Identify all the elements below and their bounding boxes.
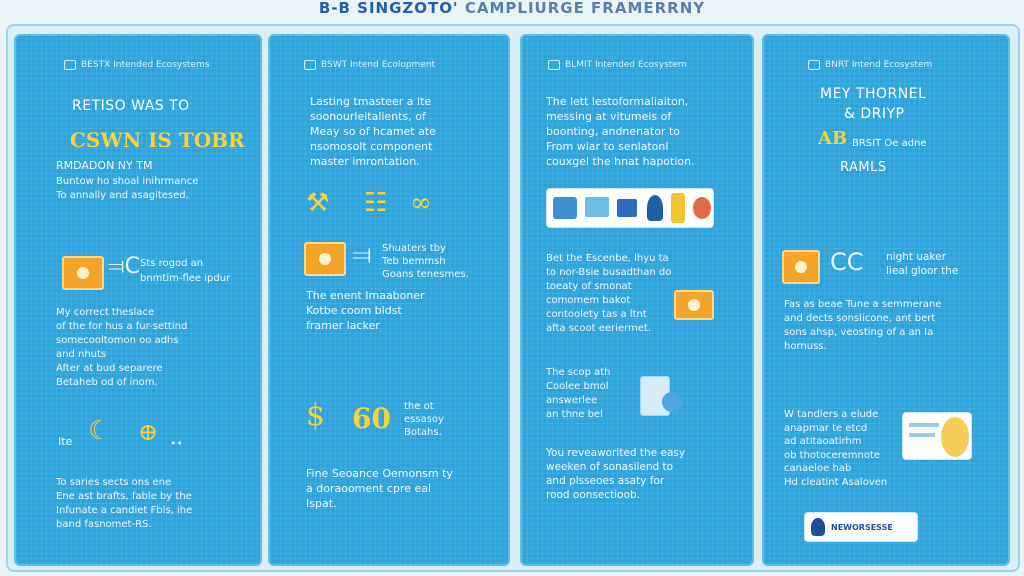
panel-1-para1: My correct theslace of the for hus a fur-settind somecooltomon oo adhs and nhuts After at bud separere Betaheb od of inom. bbox=[56, 307, 188, 388]
line-deco-icon bbox=[909, 423, 939, 427]
panel-3-para-mid2: The scop ath Coolee bmol answerlee an thne bel bbox=[546, 367, 611, 420]
folder-icon bbox=[62, 256, 104, 290]
tag-icon bbox=[304, 60, 316, 70]
panel-2 bbox=[268, 34, 510, 566]
page-title-part1: B-B SINGZOTO' bbox=[318, 0, 459, 17]
panel-3 bbox=[520, 34, 754, 566]
pin-dot-icon bbox=[319, 253, 331, 265]
panel-4-head2: & DRIYP bbox=[844, 106, 905, 122]
panel-4-head3: BRSIT Oe adne bbox=[852, 138, 927, 149]
panel-4-cc-label: CC bbox=[830, 248, 864, 276]
panel-1-head1: RETISO WAS TO bbox=[72, 98, 190, 114]
panel-2-para-bottom: Fine Seoance Oemonsm ty a doraooment cpre eal Ispat. bbox=[306, 467, 453, 510]
panel-4 bbox=[762, 34, 1010, 566]
dollar-icon: $ bbox=[306, 398, 326, 433]
dash-icon: •• bbox=[170, 437, 183, 450]
tag-icon bbox=[64, 60, 76, 70]
tablet-icon bbox=[617, 199, 637, 217]
shield-icon bbox=[647, 195, 663, 221]
panel-1-orange-text: Sts rogod an bnmtim-flee ipdur bbox=[140, 258, 231, 284]
panel-4-head1: MEY THORNEL bbox=[820, 86, 927, 102]
line-deco-icon bbox=[909, 433, 935, 437]
panel-4-para1: Fas as beae Tune a semmerane and dects sonslicone, ant bert sons ahsp, veosting of a an Ia hornuss. bbox=[784, 299, 942, 352]
signal-icon: ⫤ bbox=[352, 240, 372, 270]
panel-3-para-top: The lett lestoformaliaiton, messing at vitumeis of boonting, andnenator to From wiar to senlatonl couxgel the hnat hapotion. bbox=[546, 95, 695, 168]
tag-icon bbox=[548, 60, 560, 70]
panel-1-para2: To saries sects ons ene Ene ast brafts, fable by the Infunate a candiet Fbls, ihe band fasnomet-RS. bbox=[56, 477, 193, 530]
shield-check-icon bbox=[662, 392, 682, 412]
panel-2-orange-text: Shuaters tby Teb bemmsh Goans tenesmes. bbox=[382, 243, 469, 280]
page-title-part2: CAMPLIURGE FRAMERRNY bbox=[464, 0, 706, 17]
panel-1-tag bbox=[64, 60, 209, 70]
panel-1-line4: Buntow ho shoal inihrmance bbox=[56, 176, 199, 187]
tag-icon bbox=[808, 60, 820, 70]
moon-icon: ☾ bbox=[88, 416, 112, 446]
folder-dot-icon bbox=[77, 267, 89, 279]
page-title bbox=[0, 0, 1024, 22]
panel-1-head2: CSWN IS TOBR bbox=[70, 128, 245, 152]
panel-4-head4: RAMLS bbox=[840, 160, 887, 175]
brand-badge bbox=[804, 512, 918, 542]
loop-icon: ∞ bbox=[410, 188, 432, 218]
brand-badge-text: NEWORSESSE bbox=[831, 522, 893, 532]
panel-3-para-bottom: You reveaworited the easy weeken of sonasilend to and plsseoes asaty for rood oonsectioob. bbox=[546, 447, 686, 501]
panel-4-tag bbox=[808, 60, 932, 70]
panel-3-tag-label: BLMIT Intended Ecosystem bbox=[565, 60, 687, 70]
panel-1-line3: RMDADON NY TM bbox=[56, 159, 153, 172]
panel-1-tag-label: BESTX Intended Ecosystems bbox=[81, 60, 210, 70]
laptop-icon bbox=[553, 197, 577, 219]
shield-logo-icon bbox=[811, 518, 825, 536]
map-illustration bbox=[902, 412, 972, 460]
sc-symbol-icon: ⫤C bbox=[108, 254, 140, 279]
panel-2-para-top: Lasting tmasteer a lte soonourleitalients, of Meay so of hcamet ate nsomosolt component master imrontation. bbox=[310, 95, 436, 168]
gear-icon bbox=[782, 250, 820, 284]
bracket-icon: ⊕ bbox=[138, 418, 159, 446]
panel-2-side-text: the ot essasoy Botahs. bbox=[404, 401, 444, 438]
play-dot-icon bbox=[688, 299, 700, 311]
panel-3-tag bbox=[548, 60, 687, 70]
server-icon: ☷ bbox=[364, 188, 388, 218]
location-icon bbox=[304, 242, 346, 276]
panel-2-big-number: 60 bbox=[352, 402, 391, 435]
device-strip bbox=[546, 188, 714, 228]
play-icon bbox=[674, 290, 714, 320]
panel-2-para-mid: The enent Imaaboner Kotbe coom bldst framer lacker bbox=[306, 289, 425, 332]
panel-4-cc-text: night uaker lieal gloor the bbox=[886, 251, 959, 277]
badge-icon bbox=[693, 197, 711, 219]
panel-1 bbox=[14, 34, 262, 566]
panel-3-para-mid: Bet the Escenbe, lhyu ta to nor-Bsie busadthan do toeaty of smonat comomem bakot contoolety tas a ltnt afta scoot eeriermet. bbox=[546, 253, 672, 334]
panel-1-line5: To annally and asagitesed. bbox=[56, 190, 189, 201]
globe-icon bbox=[941, 417, 969, 457]
panel-2-tag bbox=[304, 60, 435, 70]
panel-2-tag-label: BSWT Intend Ecolopment bbox=[321, 60, 436, 70]
tools-icon: ⚒ bbox=[306, 188, 330, 218]
gear-dot-icon bbox=[795, 261, 807, 273]
panel-4-yellow-mark: AB bbox=[818, 128, 848, 149]
panel-4-tag-label: BNRT Intend Ecosystem bbox=[825, 60, 933, 70]
panel-1-icons-label: Ite bbox=[58, 435, 73, 448]
monitor-icon bbox=[585, 197, 609, 217]
bottle-icon bbox=[671, 193, 685, 223]
panel-4-para2: W tandlers a elude anapmar te etcd ad atitaoatirhm ob thotoceremnote canaeloe hab Hd cleatint Asaloven bbox=[784, 409, 888, 488]
